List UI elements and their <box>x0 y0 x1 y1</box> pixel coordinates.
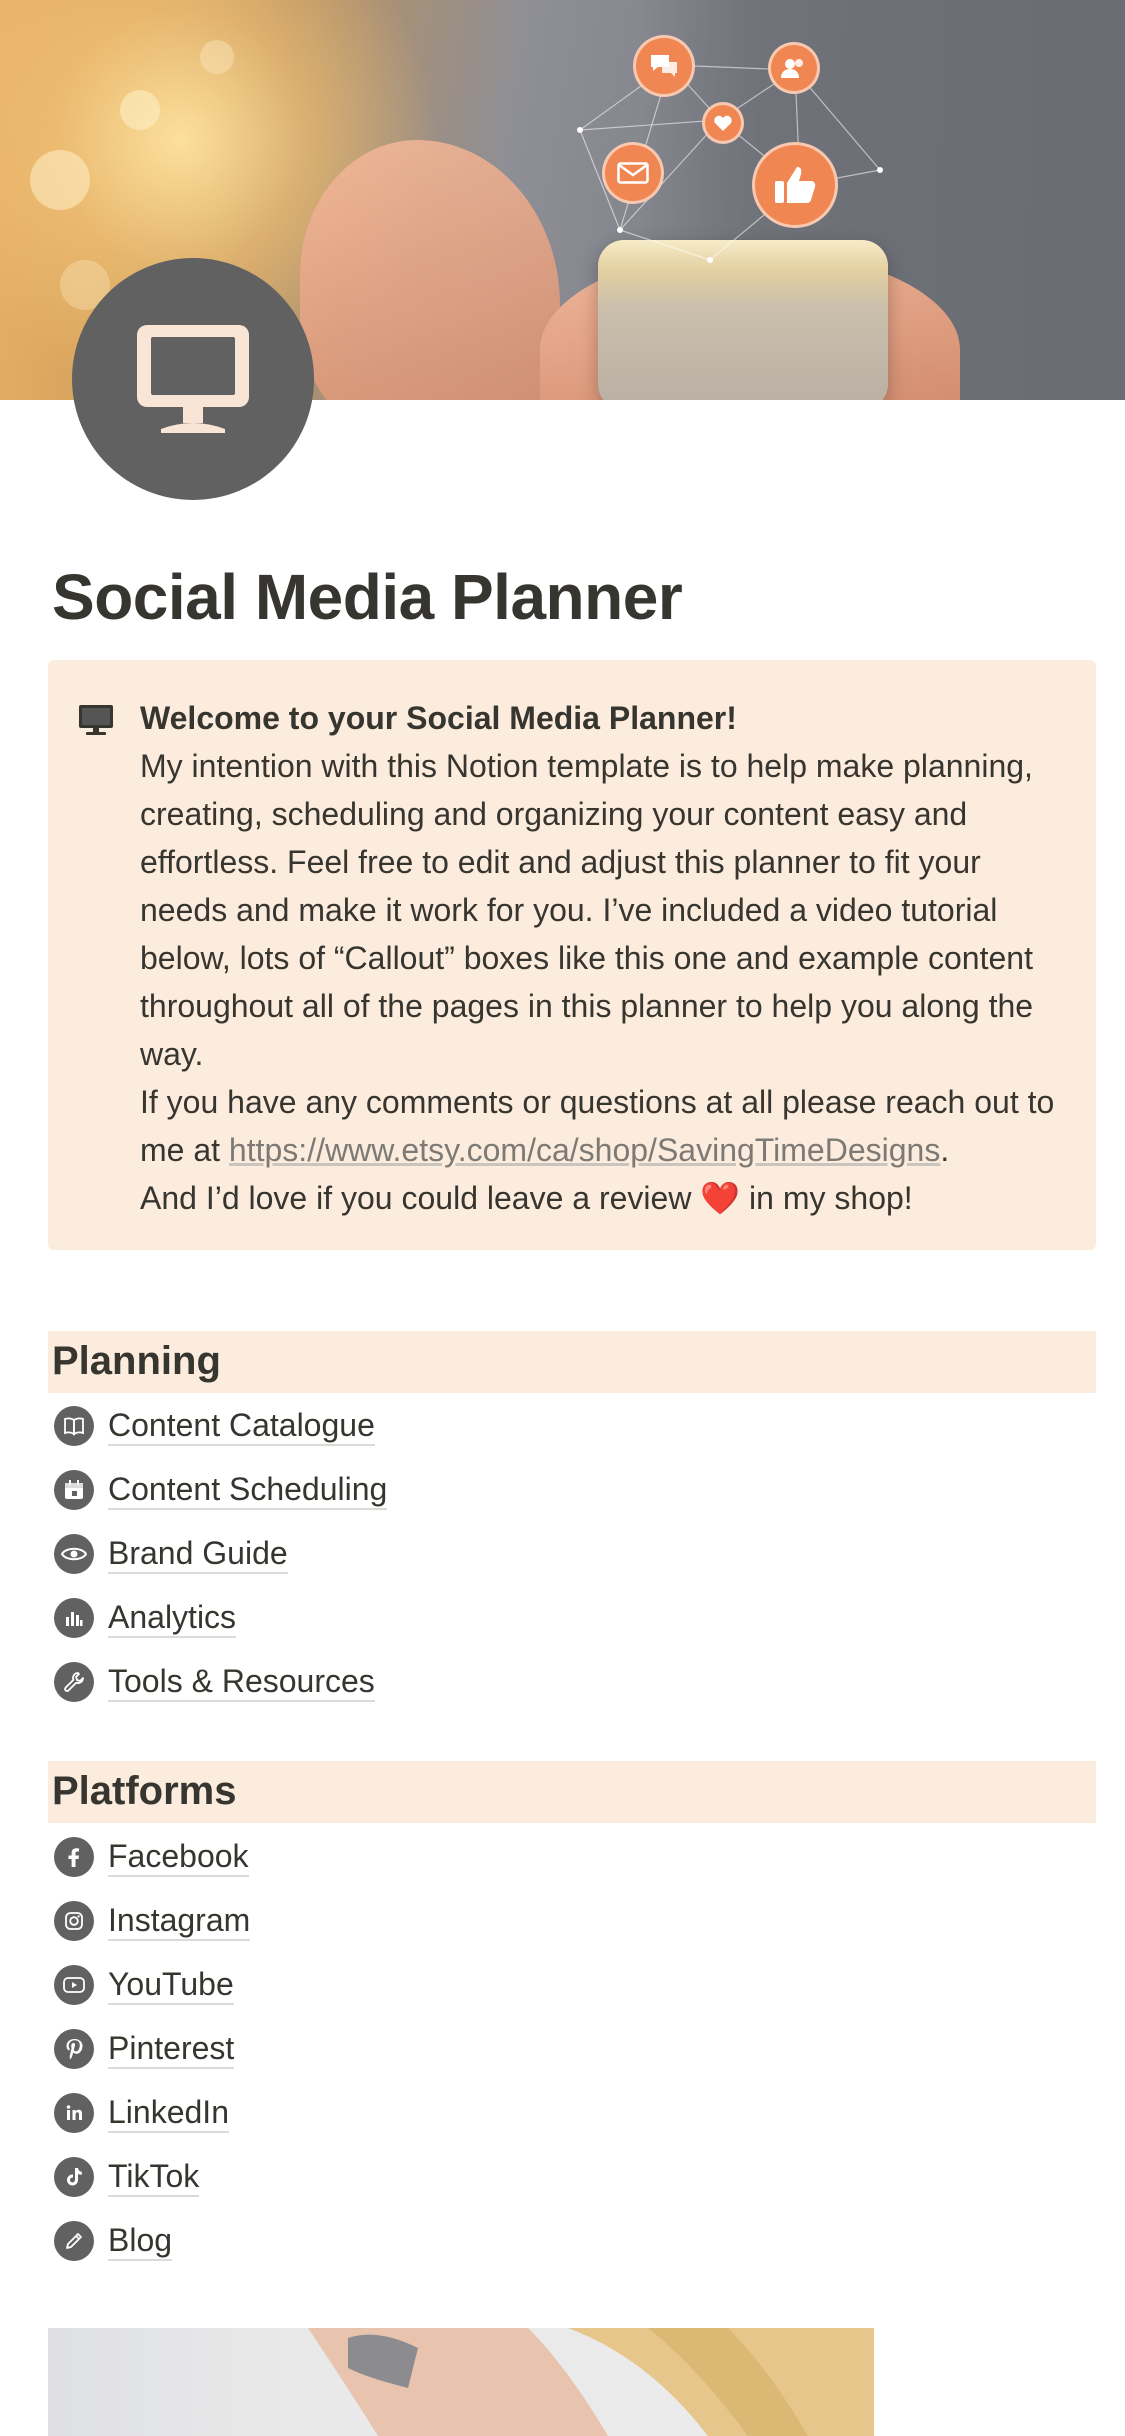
cover-bokeh <box>200 40 234 74</box>
computer-icon <box>76 700 116 740</box>
bar-chart-icon <box>54 1598 94 1638</box>
page-link-analytics[interactable] <box>54 1592 236 1644</box>
etsy-shop-link[interactable]: https://www.etsy.com/ca/shop/SavingTimeDesigns <box>228 1132 941 1168</box>
section-title: Planning <box>52 1339 221 1383</box>
red-heart-icon: ❤️ <box>700 1180 741 1216</box>
instagram-icon <box>54 1901 94 1941</box>
page-link-label: Analytics <box>108 1598 236 1638</box>
chat-bubble-icon <box>633 35 695 97</box>
callout-contact-text: If you have any comments or questions at all please reach out to me at <box>140 1084 1055 1168</box>
page-link-label: Instagram <box>108 1901 250 1941</box>
cover-hand <box>300 140 560 400</box>
page-icon-desktop-computer[interactable] <box>72 258 314 500</box>
page-link-label: Pinterest <box>108 2029 234 2069</box>
envelope-icon <box>602 142 664 204</box>
desktop-computer-icon <box>123 309 263 449</box>
users-icon <box>768 42 820 94</box>
callout-contact-paragraph <box>140 1078 1070 1174</box>
page-link-label: Tools & Resources <box>108 1662 375 1702</box>
woman-on-phone-photo <box>48 2328 874 2436</box>
page-link-youtube[interactable] <box>54 1959 234 2011</box>
page-link-label: YouTube <box>108 1965 234 2005</box>
page-link-label: Content Scheduling <box>108 1470 387 1510</box>
pencil-icon <box>54 2221 94 2261</box>
thumbs-up-icon <box>752 142 838 228</box>
cover-bokeh <box>30 150 90 210</box>
page-link-content-catalogue[interactable] <box>54 1400 375 1452</box>
page-link-content-scheduling[interactable] <box>54 1464 387 1516</box>
page-link-instagram[interactable] <box>54 1895 250 1947</box>
page-link-tiktok[interactable] <box>54 2151 199 2203</box>
book-icon <box>54 1406 94 1446</box>
page-link-label: Facebook <box>108 1837 249 1877</box>
tiktok-icon <box>54 2157 94 2197</box>
welcome-callout <box>48 660 1096 1250</box>
page-link-brand-guide[interactable] <box>54 1528 288 1580</box>
page-link-pinterest[interactable] <box>54 2023 234 2075</box>
calendar-icon <box>54 1470 94 1510</box>
callout-contact-period: . <box>940 1132 950 1168</box>
page-title: Social Media Planner <box>52 561 683 633</box>
page-link-label: LinkedIn <box>108 2093 229 2133</box>
embedded-image <box>48 2328 874 2436</box>
callout-paragraph: My intention with this Notion template is to help make planning, creating, scheduling and organizing your content easy and effortless. Feel free to edit and adjust this planner to fit your needs and make it work for you. I’ve included a video tutorial below, lots of “Callout” boxes like this one and example content throughout all of the pages in this planner to help you along the way. <box>140 748 1034 1072</box>
page-link-label: Brand Guide <box>108 1534 288 1574</box>
callout-review-text: And I’d love if you could leave a review <box>140 1180 701 1216</box>
callout-text <box>140 694 1070 1222</box>
page-link-facebook[interactable] <box>54 1831 249 1883</box>
section-header-platforms <box>48 1761 1096 1823</box>
youtube-icon <box>54 1965 94 2005</box>
page-link-label: Blog <box>108 2221 172 2261</box>
facebook-icon <box>54 1837 94 1877</box>
callout-heading: Welcome to your Social Media Planner! <box>140 700 737 736</box>
page-link-tools-resources[interactable] <box>54 1656 375 1708</box>
page-link-label: Content Catalogue <box>108 1406 375 1446</box>
page-link-blog[interactable] <box>54 2215 172 2267</box>
page-link-linkedin[interactable] <box>54 2087 229 2139</box>
cover-bokeh <box>120 90 160 130</box>
pinterest-icon <box>54 2029 94 2069</box>
eye-icon <box>54 1534 94 1574</box>
callout-review-suffix: in my shop! <box>740 1180 913 1216</box>
wrench-icon <box>54 1662 94 1702</box>
section-header-planning <box>48 1331 1096 1393</box>
section-title: Platforms <box>52 1769 237 1813</box>
heart-icon <box>702 102 744 144</box>
linkedin-icon <box>54 2093 94 2133</box>
page-link-label: TikTok <box>108 2157 199 2197</box>
callout-review-paragraph <box>140 1174 1070 1222</box>
